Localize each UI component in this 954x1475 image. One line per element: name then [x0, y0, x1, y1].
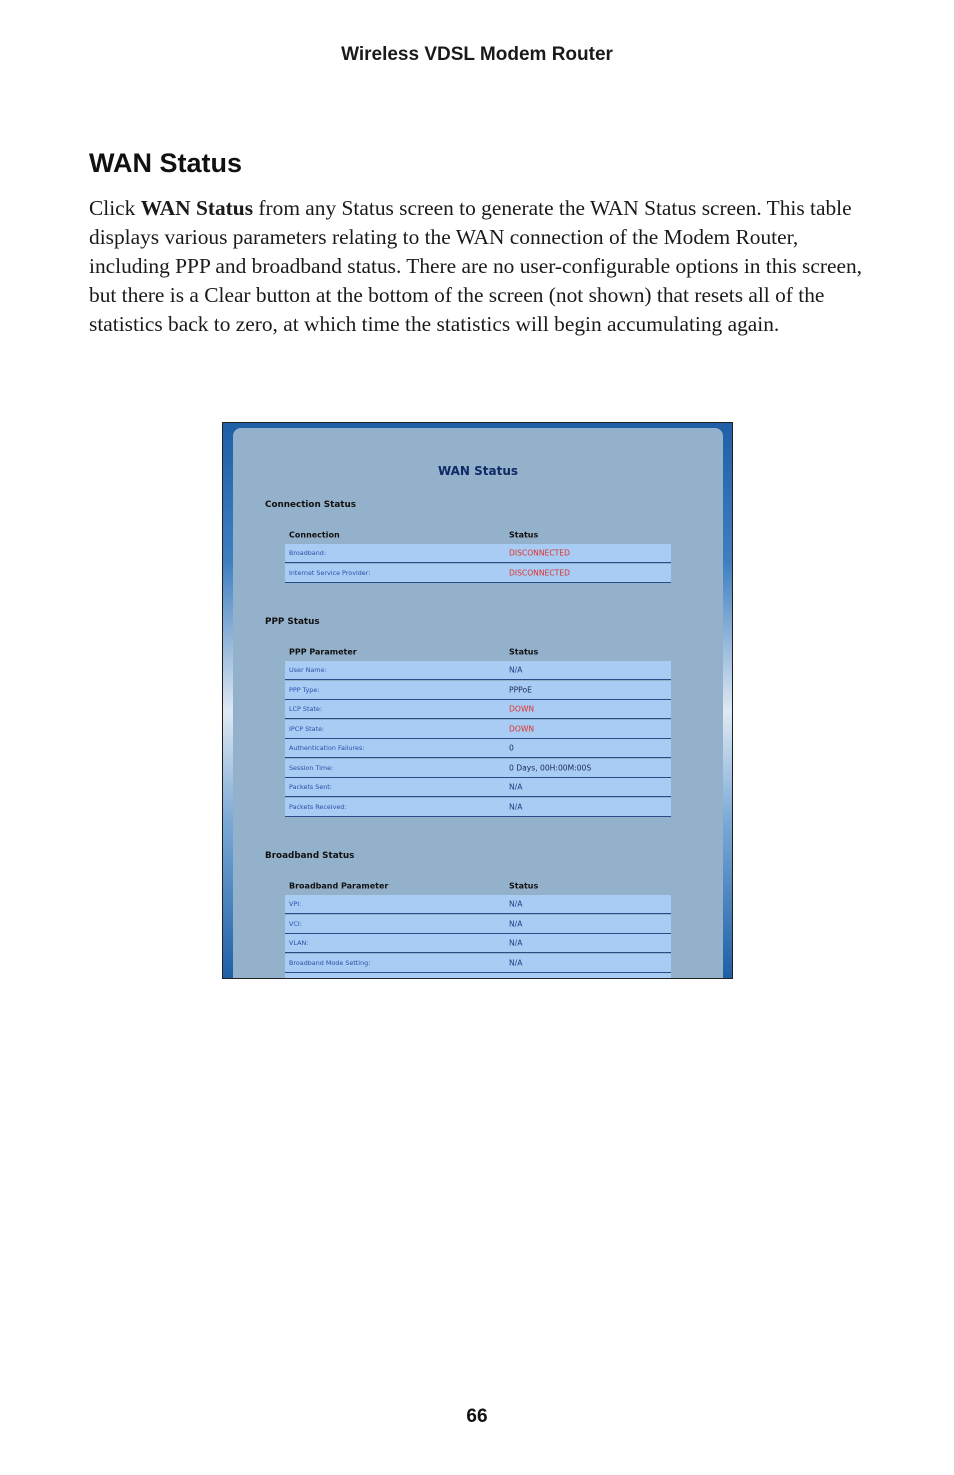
- status-panel: [233, 428, 723, 979]
- table-header: [285, 526, 671, 544]
- row-param: VCI:: [289, 919, 302, 928]
- para-bold-term: WAN Status: [140, 196, 254, 220]
- row-param: IPCP State:: [289, 724, 325, 733]
- row-value: DOWN: [509, 704, 535, 714]
- header-status: Status: [509, 530, 539, 540]
- table-row: [285, 564, 671, 583]
- row-param: User Name:: [289, 666, 327, 674]
- screen-title: WAN Status: [437, 464, 519, 478]
- row-param: Session Time:: [289, 763, 334, 772]
- table-header: [285, 643, 671, 661]
- table-row: [285, 681, 671, 700]
- header-status: Status: [509, 881, 539, 891]
- table-row: [285, 759, 671, 778]
- connection-status-table: [285, 526, 671, 583]
- row-value: N/A: [509, 958, 523, 967]
- row-value: 0: [509, 743, 514, 753]
- table-row: [285, 895, 671, 914]
- row-value: DISCONNECTED: [509, 568, 570, 577]
- para-text-start: Click: [89, 196, 141, 220]
- table-row: [285, 954, 671, 973]
- broadband-status-label: Broadband Status: [265, 851, 355, 861]
- row-value: 0 Days, 00H:00M:00S: [509, 763, 592, 772]
- header-status: Status: [509, 647, 539, 657]
- table-row: [285, 915, 671, 934]
- row-param: Internet Service Provider:: [289, 568, 371, 577]
- para-text-rest: from any Status screen to generate the WAN Status screen. This table displays various parameters relating to the WAN connection of the Modem Router, including PPP and broadband status. There are no user-configurable options in this screen, but there is a Clear button at the bottom of the screen (not shown) that resets all of the statistics back to zero, at which time the statistics will begin accumulating again.: [89, 196, 863, 336]
- row-param: Broadband Mode Setting:: [289, 958, 371, 967]
- row-param: Packets Received:: [289, 802, 347, 811]
- table-row: [285, 544, 671, 563]
- table-header: [285, 877, 671, 895]
- table-row: [285, 778, 671, 797]
- page-number: 66: [466, 1406, 488, 1427]
- row-param: Authentication Failures:: [289, 744, 365, 752]
- row-value: N/A: [509, 782, 523, 792]
- header-param: Connection: [289, 530, 340, 540]
- row-value: N/A: [509, 938, 523, 948]
- row-value: N/A: [509, 919, 523, 928]
- table-row: [285, 720, 671, 739]
- header-param: Broadband Parameter: [289, 881, 389, 891]
- table-row: [285, 739, 671, 758]
- table-row: [285, 798, 671, 817]
- header-param: PPP Parameter: [289, 647, 357, 657]
- connection-status-label: Connection Status: [265, 500, 356, 510]
- row-value: N/A: [509, 802, 523, 811]
- body-paragraph: [89, 194, 871, 339]
- table-row: [285, 934, 671, 953]
- section-title: WAN Status: [89, 148, 243, 178]
- wan-status-screenshot: [222, 422, 733, 979]
- ppp-status-table: [285, 643, 671, 817]
- row-value: PPPoE: [509, 685, 532, 694]
- row-param: LCP State:: [289, 705, 322, 713]
- row-param: Broadband:: [289, 549, 326, 557]
- row-value: DOWN: [509, 724, 535, 733]
- row-value: DISCONNECTED: [509, 548, 570, 558]
- row-value: N/A: [509, 665, 523, 675]
- row-param: VPI:: [289, 900, 302, 908]
- table-row-cut-off: [285, 973, 671, 979]
- row-param: PPP Type:: [289, 685, 320, 694]
- table-row: [285, 661, 671, 680]
- broadband-status-table: [285, 877, 671, 979]
- running-header: Wireless VDSL Modem Router: [341, 44, 613, 65]
- table-row: [285, 700, 671, 719]
- ppp-status-label: PPP Status: [265, 617, 320, 627]
- row-param: Packets Sent:: [289, 783, 332, 791]
- row-value: N/A: [509, 899, 523, 909]
- row-param: VLAN:: [289, 939, 309, 947]
